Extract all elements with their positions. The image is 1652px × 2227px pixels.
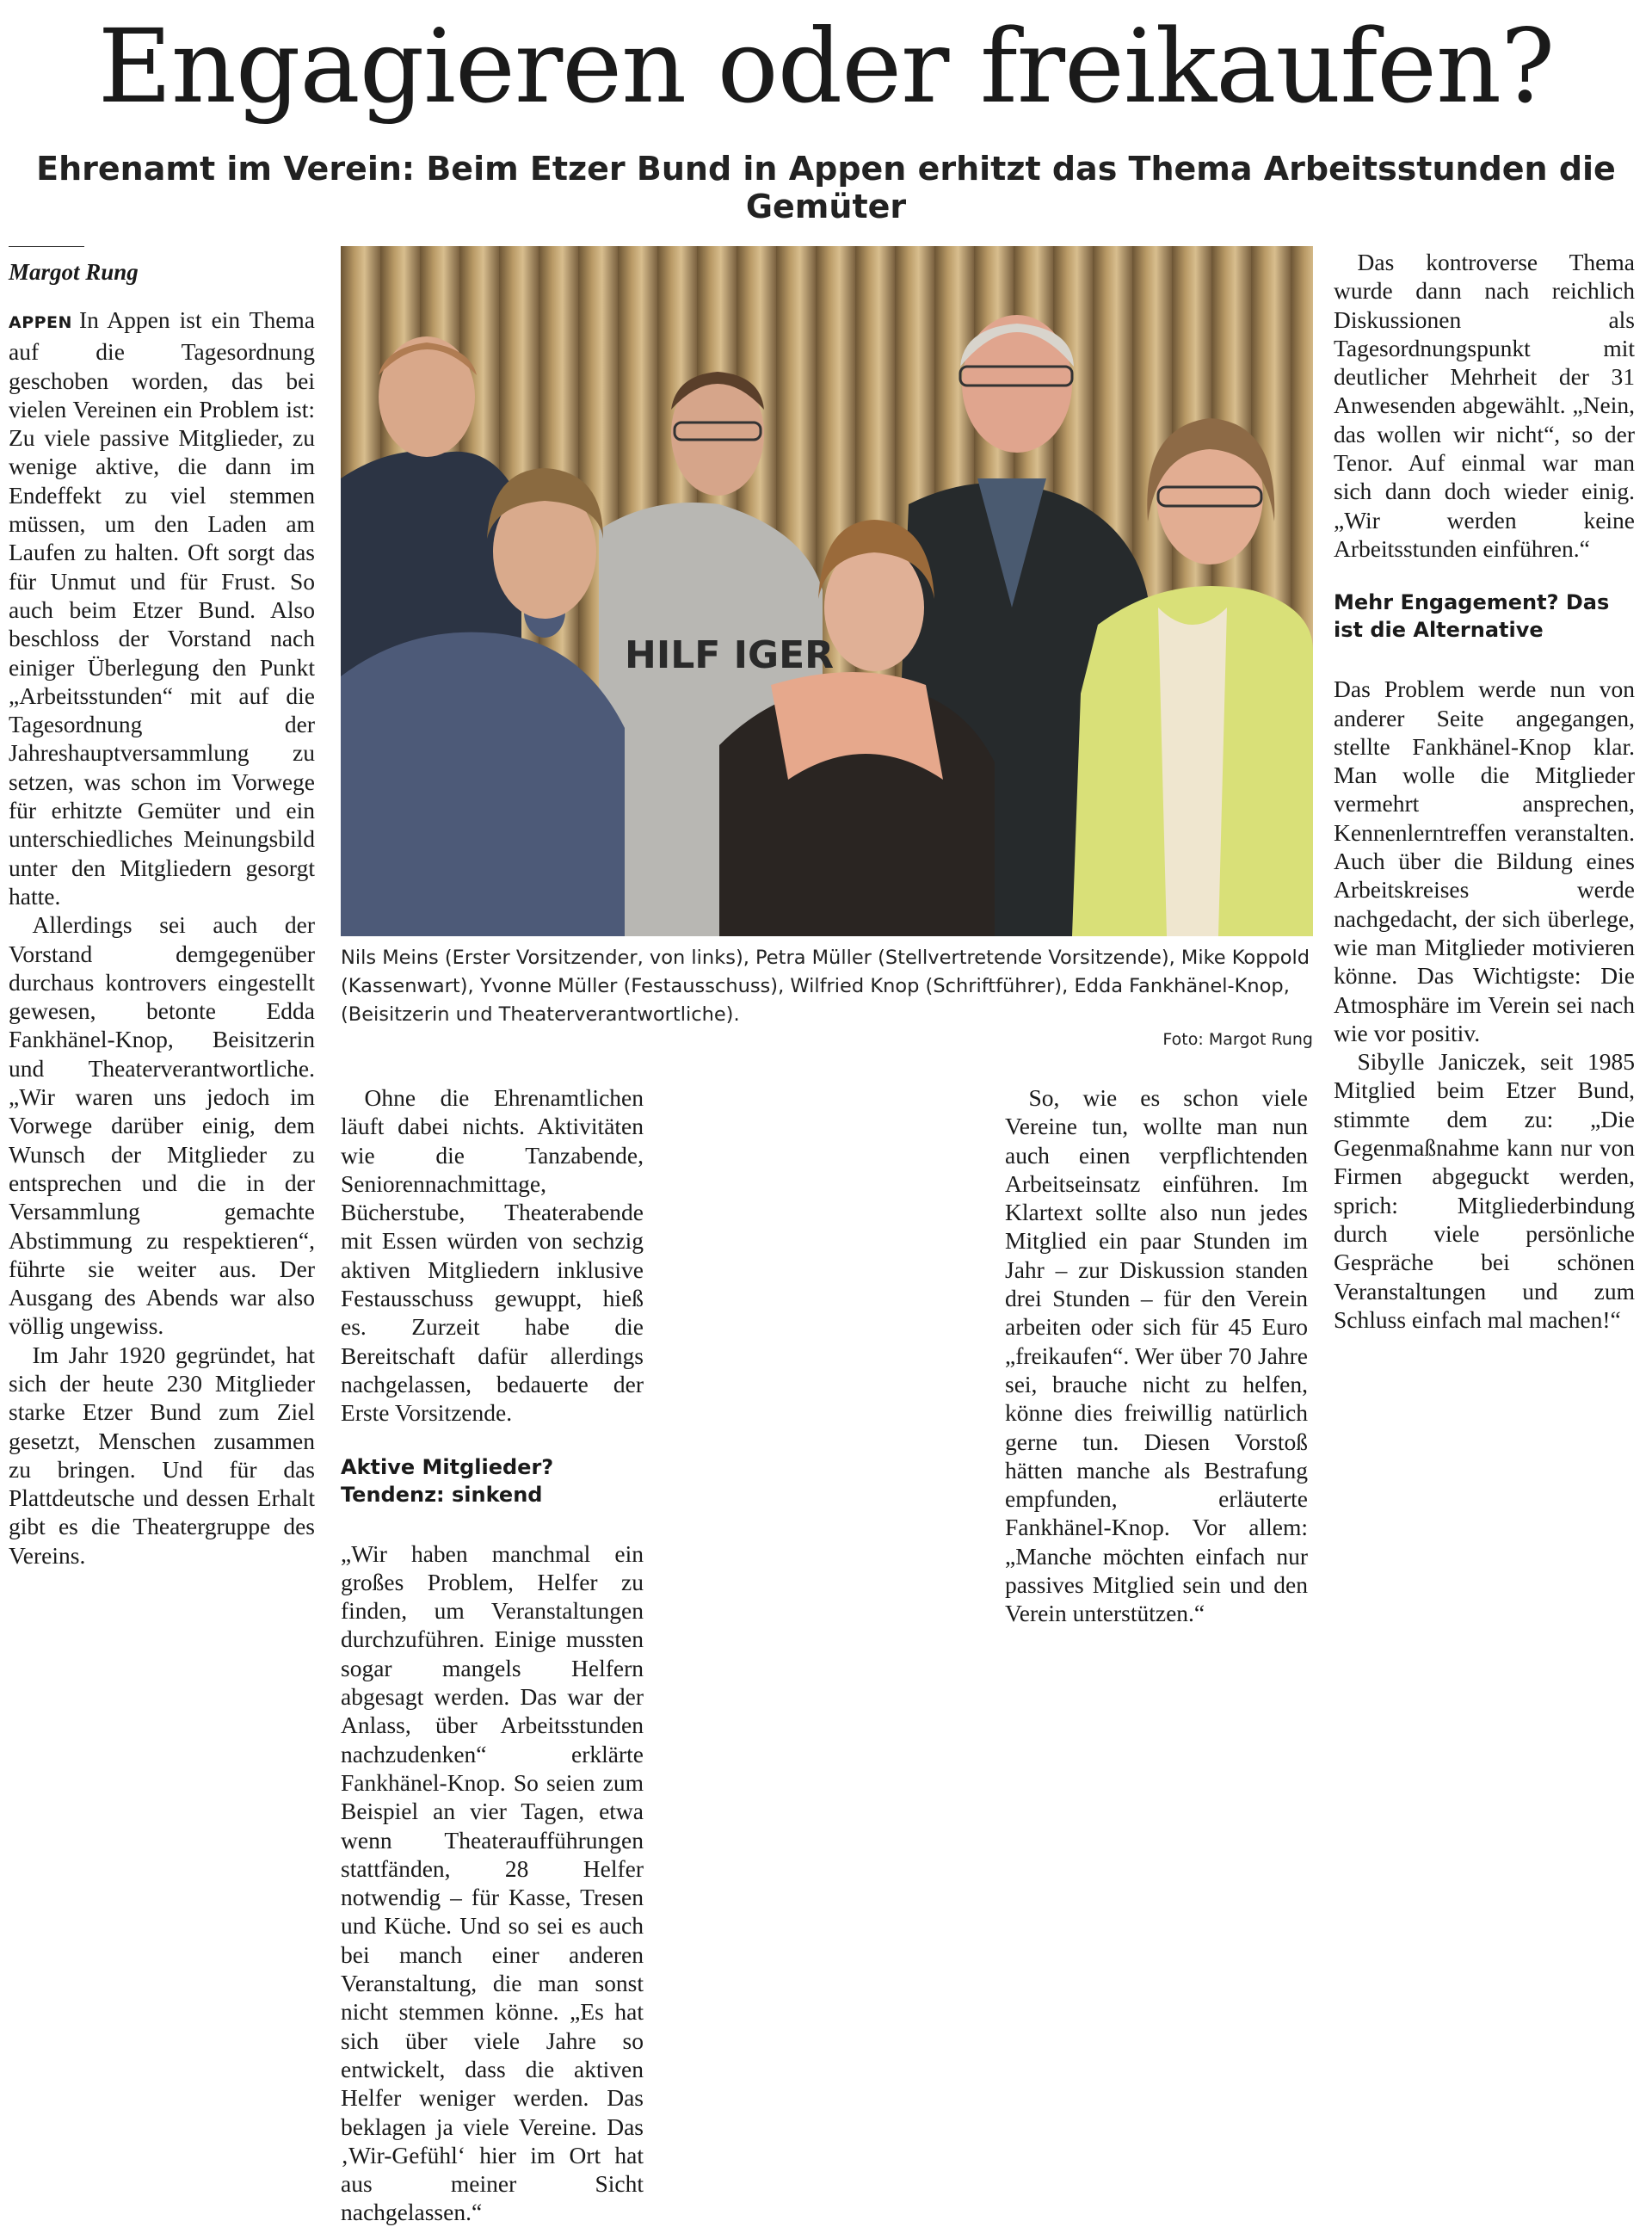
svg-text:HILF IGER: HILF IGER (625, 633, 835, 677)
article-paragraph-8: Das Problem werde nun von anderer Seite angegangen, stellte Fankhänel-Knop klar. Man wolle die Mitglieder vermehrt ansprechen, Kennenlerntreffen veranstalten. Auch über die Bildung eines Arbeitskreises werde nachgedacht, der sich überlege, wie man Mitglieder motivieren könne. Das Wichtigste: Die Atmosphäre im Verein sei nach wie vor positiv. (1334, 676, 1635, 1046)
article-paragraph-2: Allerdings sei auch der Vorstand demgegenüber durchaus kontrovers eingestellt gewesen, betonte Edda Fankhänel-Knop, Beisitzerin und Theaterverantwortliche. „Wir waren uns jedoch im Vorwege darüber einig, dem Wunsch der Mitglieder zu entsprechen und die in der Versammlung gemachte Abstimmung zu respektieren“, führte sie weiter aus. Der Ausgang des Abends war also völlig ungewiss. (9, 911, 315, 1340)
subheadline: Ehrenamt im Verein: Beim Etzer Bund in Appen erhitzt das Thema Arbeitsstunden die Gemüter (36, 150, 1616, 225)
article-paragraph-5: „Wir haben manchmal ein großes Problem, Helfer zu finden, um Veranstaltungen durchzuführen. Einige mussten sogar mangels Helfern abgesagt werden. Das war der Anlass, über Arbeitsstunden nachzudenken“ erklärte Fankhänel-Knop. So seien zum Beispiel an vier Tagen, etwa wenn Theateraufführungen stattfänden, 28 Helfer notwendig – für Kasse, Tresen und Küche. Und so sei es auch bei manch einer anderen Veranstaltung, die man sonst nicht stemmen könne. „Es hat sich über viele Jahre so entwickelt, dass die aktiven Helfer weniger werden. Das beklagen ja viele Vereine. Das ‚Wir-Gefühl‘ hier im Ort hat aus meiner Sicht nachgelassen.“ (341, 1539, 644, 2226)
byline-rule (9, 246, 84, 247)
article-column-1 (9, 246, 315, 1570)
article-paragraph-4: Ohne die Ehrenamtlichen läuft dabei nichts. Aktivitäten wie die Tanzabende, Seniorennachmittage, Bücherstube, Theaterabende mit Essen würden von sechzig aktiven Mitgliedern inklusive Festausschuss gewuppt, hieß es. Zurzeit habe die Bereitschaft dafür allerdings nachgelassen, bedauerte der Erste Vorsitzende. (341, 1084, 644, 1427)
article-photo (341, 246, 1313, 936)
headline: Engagieren oder freikaufen? (97, 7, 1555, 126)
photo-credit: Foto: Margot Rung (1162, 1030, 1313, 1049)
article-column-5 (1334, 248, 1635, 1334)
article-column-2 (341, 1083, 644, 2227)
photo-caption (341, 944, 1313, 1052)
article-paragraph-9: Sibylle Janiczek, seit 1985 Mitglied beim Etzer Bund, stimmte dem zu: „Die Gegenmaßnahme kann nur von Firmen abgeguckt werden, sprich: Mitgliederbindung durch viele persönliche Gespräche bei schönen Veranstaltungen und zum Schluss einfach mal machen!“ (1334, 1048, 1635, 1333)
section-heading-2: Mehr Engagement? Das ist die Alternative (1334, 590, 1610, 643)
article-paragraph-3: Im Jahr 1920 gegründet, hat sich der heute 230 Mitglieder starke Etzer Bund zum Ziel gesetzt, Menschen zusammen zu bringen. Und für das Plattdeutsche und dessen Erhalt gibt es die Theatergruppe des Vereins. (9, 1341, 315, 1569)
section-heading-1: Aktive Mitglieder? Tendenz: sinkend (341, 1454, 554, 1507)
group-photo-image (341, 246, 1313, 936)
paragraph-1-text: In Appen ist ein Thema auf die Tagesordnung geschoben worden, das bei vielen Vereinen ein Problem ist: Zu viele passive Mitglieder, zu wenige aktive, die dann im Endeffekt zu viel stemmen müssen, um den Laden am Laufen zu halten. Oft sorgt das für Unmut und für Frust. So auch beim Etzer Bund. Also beschloss der Vorstand nach einiger Überlegung den Punkt „Arbeitsstunden“ mit auf die Tagesordnung der Jahreshauptversammlung zu setzen, was schon im Vorwege für erhitzte Gemüter und ein unterschiedliches Meinungsbild unter den Mitgliedern gesorgt hatte. (9, 306, 315, 910)
article-column-4 (1005, 1083, 1308, 1628)
article-paragraph-1 (9, 305, 315, 910)
article-paragraph-6: So, wie es schon viele Vereine tun, wollte man nun auch einen verpflichtenden Arbeitseinsatz einführen. Im Klartext sollte also nun jedes Mitglied ein paar Stunden im Jahr – zur Diskussion standen drei Stunden – für den Verein arbeiten oder sich für 45 Euro „freikaufen“. Wer über 70 Jahre sei, brauche nicht zu helfen, könne dies freiwillig natürlich gerne tun. Diesen Vorstoß hätten manche als Bestrafung empfunden, erläuterte Fankhänel-Knop. Vor allem: „Manche möchten einfach nur passives Mitglied sein und den Verein unterstützen.“ (1005, 1084, 1308, 1627)
article-paragraph-7: Das kontroverse Thema wurde dann nach reichlich Diskussionen als Tagesordnungspunkt mit deutlicher Mehrheit der 31 Anwesenden abgewählt. „Nein, das wollen wir nicht“, so der Tenor. Auf einmal war man sich dann doch wieder einig. „Wir werden keine Arbeitsstunden einführen.“ (1334, 249, 1635, 562)
author-byline: Margot Rung (9, 259, 139, 285)
dateline: APPEN (9, 313, 72, 332)
photo-caption-text: Nils Meins (Erster Vorsitzender, von links), Petra Müller (Stellvertretende Vorsitzende), Mike Koppold (Kassenwart), Yvonne Müller (Festausschuss), Wilfried Knop (Schriftführer), Edda Fankhänel-Knop, (Beisitzerin und Theaterverantwortliche). (341, 947, 1310, 1026)
